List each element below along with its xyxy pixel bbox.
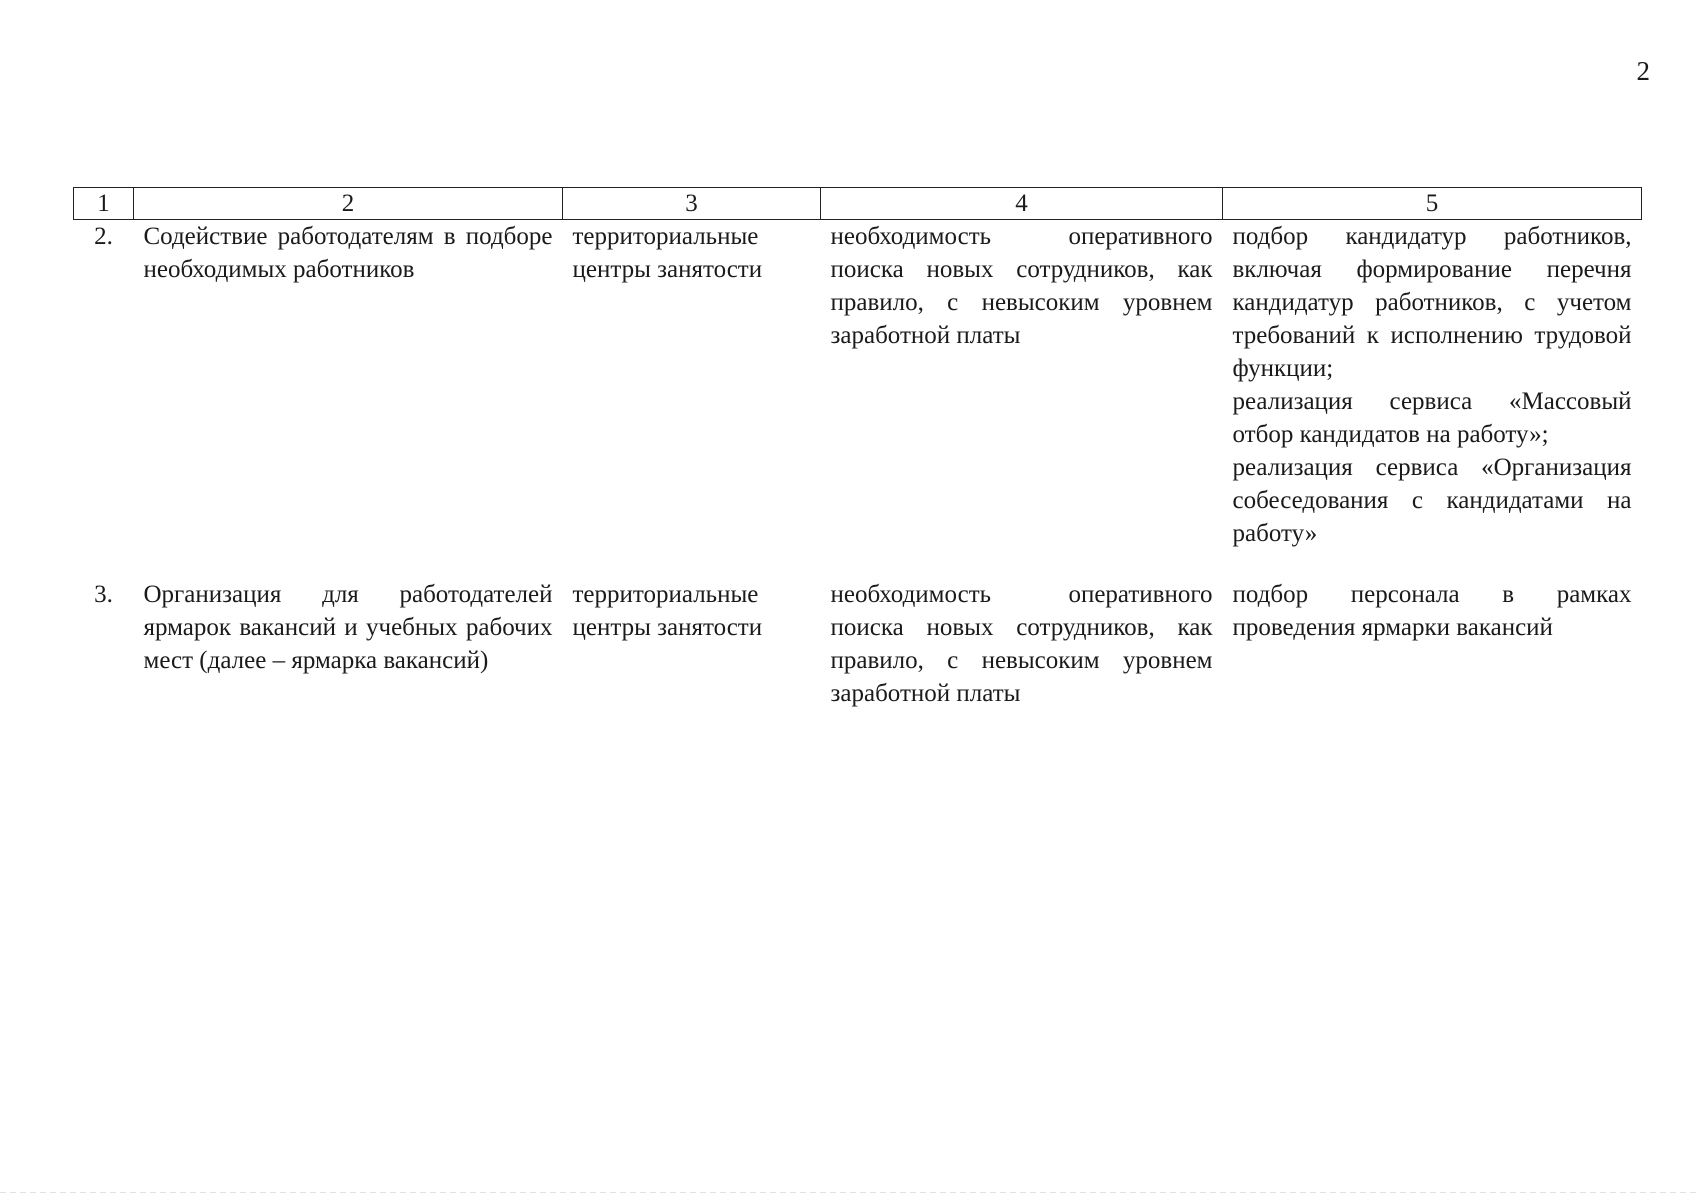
result-description [1223,578,1642,710]
result-description [1223,220,1642,579]
executor: территориальные центры занятости [572,581,763,641]
column-header-4: 4 [821,188,1223,220]
result-item: подбор персонала в рамках проведения ярмарки вакансий [1232,581,1632,641]
scan-edge [0,1192,1698,1193]
column-header-2: 2 [134,188,563,220]
column-header-1: 1 [74,188,134,220]
page-number: 2 [1636,56,1650,86]
table-header [74,188,1642,220]
result-item: реализация сервиса «Массовый отбор кандидатов на работу»; [1232,388,1632,448]
row-number: 2. [94,223,113,250]
table-row [74,578,1642,710]
services-table [73,187,1642,710]
service-name: Организация для работодателей ярмарок вакансий и учебных рабочих мест (далее – ярмарка вакансий) [143,581,553,674]
result-item: подбор кандидатур работников, включая формирование перечня кандидатур работников, с учетом требований к исполнению трудовой функции; [1232,223,1632,382]
executor: территориальные центры занятости [572,223,763,283]
column-header-5: 5 [1223,188,1642,220]
result-item: реализация сервиса «Организация собеседования с кандидатами на работу» [1232,454,1632,547]
row-number: 3. [94,581,113,608]
column-header-3: 3 [563,188,821,220]
need-description: необходимость оперативного поиска новых сотрудников, как правило, с невысоким уровнем заработной платы [830,581,1213,707]
service-name: Содействие работодателям в подборе необходимых работников [143,223,553,283]
need-description: необходимость оперативного поиска новых сотрудников, как правило, с невысоким уровнем заработной платы [830,223,1213,349]
table-row [74,220,1642,579]
